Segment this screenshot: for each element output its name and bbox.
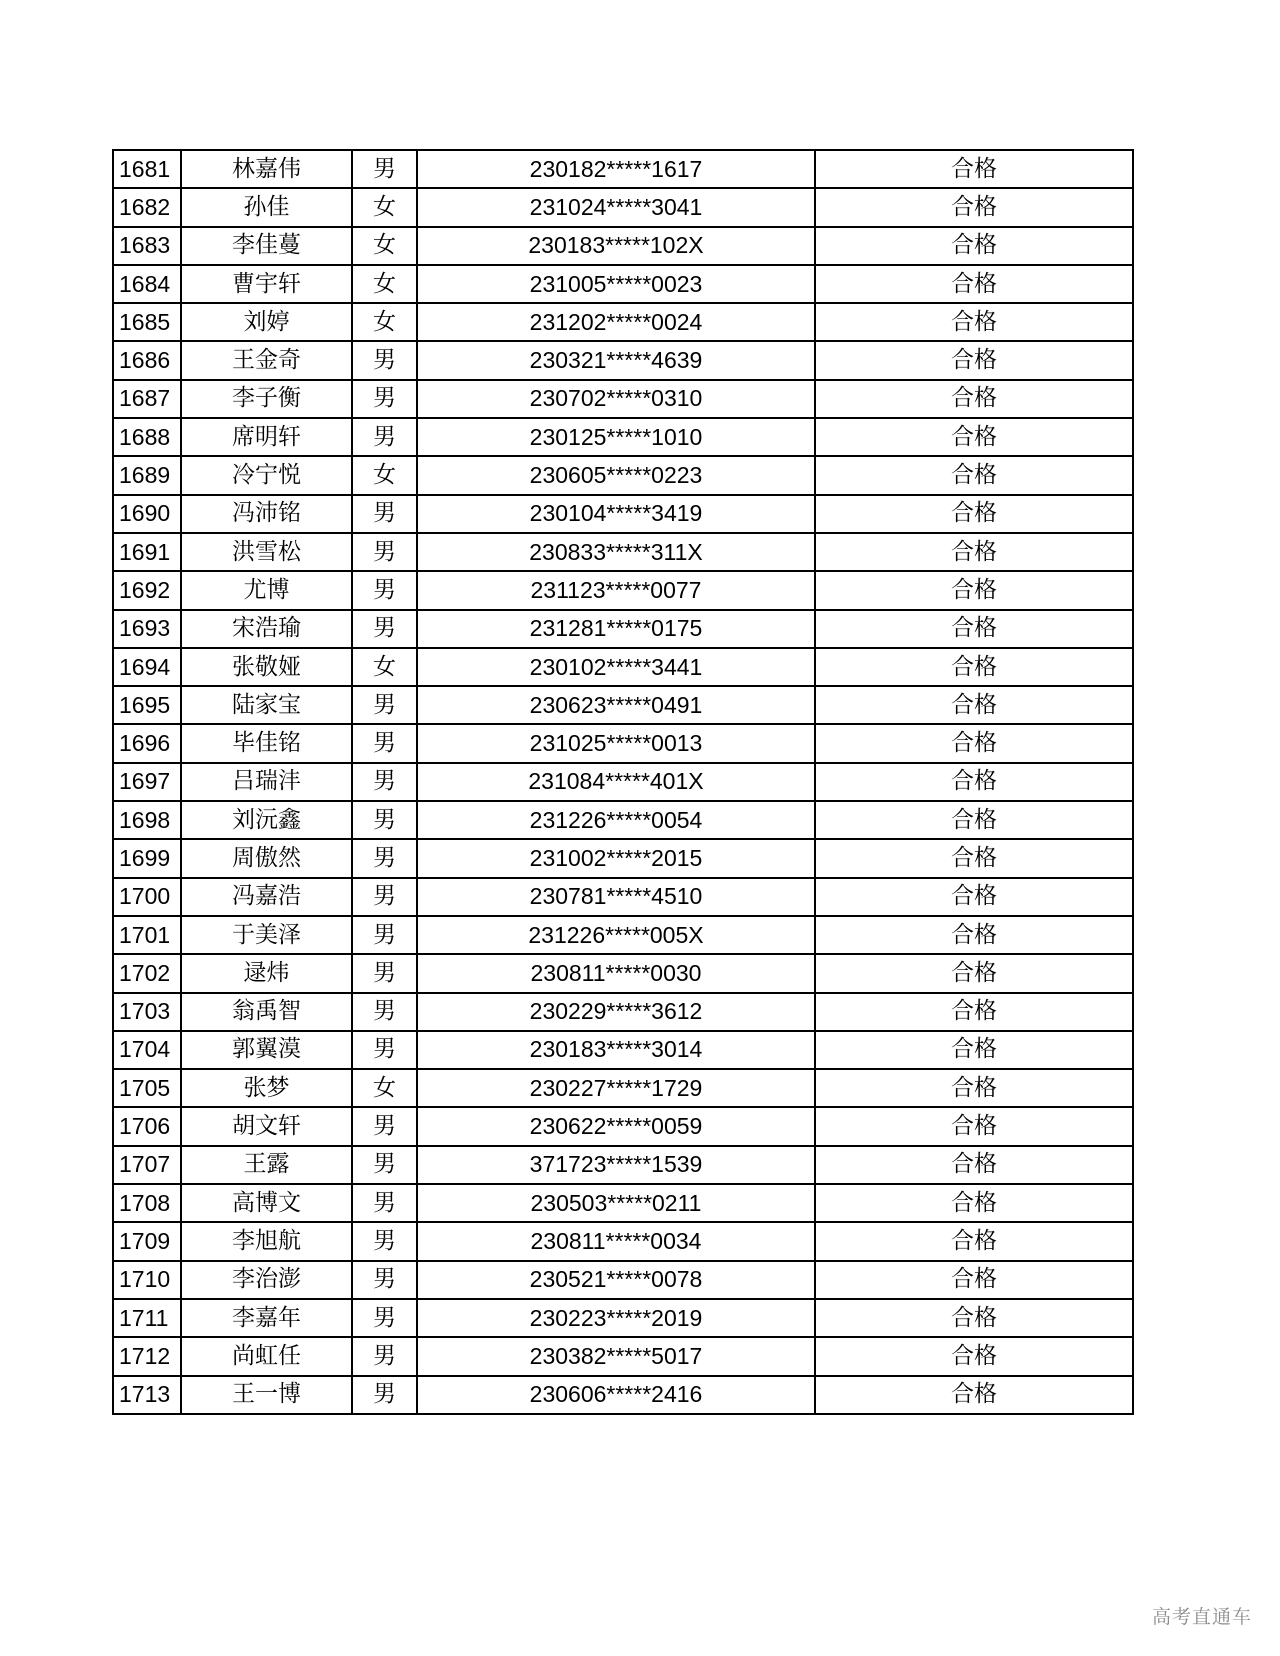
cell-result: 合格 — [815, 456, 1133, 494]
table-row — [113, 648, 1133, 686]
cell-result: 合格 — [815, 1031, 1133, 1069]
cell-gender: 男 — [352, 610, 417, 648]
cell-gender: 男 — [352, 878, 417, 916]
table-row — [113, 1107, 1133, 1145]
table-row — [113, 1261, 1133, 1299]
cell-result: 合格 — [815, 1184, 1133, 1222]
cell-sequence-number: 1703 — [113, 993, 181, 1031]
cell-id-number: 230182*****1617 — [417, 150, 815, 188]
table-row — [113, 1337, 1133, 1375]
cell-id-number: 230102*****3441 — [417, 648, 815, 686]
cell-sequence-number: 1693 — [113, 610, 181, 648]
cell-id-number: 230104*****3419 — [417, 495, 815, 533]
cell-id-number: 230223*****2019 — [417, 1299, 815, 1337]
cell-sequence-number: 1704 — [113, 1031, 181, 1069]
cell-id-number: 230125*****1010 — [417, 418, 815, 456]
cell-result: 合格 — [815, 878, 1133, 916]
cell-result: 合格 — [815, 1337, 1133, 1375]
cell-result: 合格 — [815, 341, 1133, 379]
cell-result: 合格 — [815, 533, 1133, 571]
cell-result: 合格 — [815, 1146, 1133, 1184]
cell-name: 逯炜 — [181, 954, 352, 992]
cell-gender: 男 — [352, 1031, 417, 1069]
cell-result: 合格 — [815, 495, 1133, 533]
table-row — [113, 303, 1133, 341]
table-row — [113, 341, 1133, 379]
cell-id-number: 230503*****0211 — [417, 1184, 815, 1222]
table-row — [113, 571, 1133, 609]
cell-sequence-number: 1711 — [113, 1299, 181, 1337]
cell-name: 吕瑞沣 — [181, 763, 352, 801]
cell-gender: 男 — [352, 1337, 417, 1375]
cell-result: 合格 — [815, 1299, 1133, 1337]
cell-name: 王一博 — [181, 1376, 352, 1414]
cell-sequence-number: 1696 — [113, 724, 181, 762]
cell-result: 合格 — [815, 954, 1133, 992]
table-row — [113, 456, 1133, 494]
table-body — [113, 150, 1133, 1414]
table-row — [113, 1376, 1133, 1414]
table-row — [113, 686, 1133, 724]
cell-result: 合格 — [815, 227, 1133, 265]
cell-sequence-number: 1709 — [113, 1222, 181, 1260]
cell-id-number: 230183*****102X — [417, 227, 815, 265]
cell-name: 刘沅鑫 — [181, 801, 352, 839]
table-row — [113, 150, 1133, 188]
table-row — [113, 418, 1133, 456]
cell-name: 高博文 — [181, 1184, 352, 1222]
cell-gender: 男 — [352, 763, 417, 801]
cell-name: 李旭航 — [181, 1222, 352, 1260]
cell-sequence-number: 1691 — [113, 533, 181, 571]
table-row — [113, 610, 1133, 648]
cell-name: 李嘉年 — [181, 1299, 352, 1337]
cell-id-number: 230811*****0030 — [417, 954, 815, 992]
cell-sequence-number: 1710 — [113, 1261, 181, 1299]
cell-result: 合格 — [815, 610, 1133, 648]
cell-id-number: 231024*****3041 — [417, 188, 815, 226]
table-row — [113, 839, 1133, 877]
cell-gender: 男 — [352, 1376, 417, 1414]
cell-sequence-number: 1685 — [113, 303, 181, 341]
cell-sequence-number: 1687 — [113, 380, 181, 418]
cell-gender: 女 — [352, 188, 417, 226]
table-row — [113, 1299, 1133, 1337]
cell-result: 合格 — [815, 188, 1133, 226]
cell-name: 张敬娅 — [181, 648, 352, 686]
table-row — [113, 188, 1133, 226]
cell-sequence-number: 1688 — [113, 418, 181, 456]
cell-name: 于美泽 — [181, 916, 352, 954]
cell-sequence-number: 1684 — [113, 265, 181, 303]
cell-result: 合格 — [815, 571, 1133, 609]
cell-name: 尤博 — [181, 571, 352, 609]
cell-id-number: 230622*****0059 — [417, 1107, 815, 1145]
cell-result: 合格 — [815, 1107, 1133, 1145]
cell-name: 王露 — [181, 1146, 352, 1184]
cell-name: 尚虹任 — [181, 1337, 352, 1375]
cell-id-number: 230183*****3014 — [417, 1031, 815, 1069]
cell-name: 曹宇轩 — [181, 265, 352, 303]
cell-id-number: 231002*****2015 — [417, 839, 815, 877]
table-row — [113, 265, 1133, 303]
cell-sequence-number: 1707 — [113, 1146, 181, 1184]
cell-sequence-number: 1690 — [113, 495, 181, 533]
cell-gender: 男 — [352, 533, 417, 571]
cell-result: 合格 — [815, 916, 1133, 954]
cell-name: 张梦 — [181, 1069, 352, 1107]
cell-gender: 男 — [352, 724, 417, 762]
cell-gender: 男 — [352, 1107, 417, 1145]
cell-result: 合格 — [815, 839, 1133, 877]
cell-result: 合格 — [815, 993, 1133, 1031]
cell-name: 李佳蔓 — [181, 227, 352, 265]
cell-result: 合格 — [815, 1069, 1133, 1107]
cell-name: 翁禹智 — [181, 993, 352, 1031]
cell-gender: 男 — [352, 993, 417, 1031]
cell-sequence-number: 1712 — [113, 1337, 181, 1375]
cell-id-number: 231084*****401X — [417, 763, 815, 801]
cell-gender: 女 — [352, 303, 417, 341]
table-row — [113, 878, 1133, 916]
cell-gender: 男 — [352, 150, 417, 188]
cell-name: 郭翼漠 — [181, 1031, 352, 1069]
cell-gender: 男 — [352, 571, 417, 609]
cell-sequence-number: 1689 — [113, 456, 181, 494]
cell-name: 冯嘉浩 — [181, 878, 352, 916]
cell-sequence-number: 1697 — [113, 763, 181, 801]
table-row — [113, 380, 1133, 418]
cell-gender: 男 — [352, 954, 417, 992]
cell-gender: 男 — [352, 380, 417, 418]
cell-name: 冯沛铭 — [181, 495, 352, 533]
cell-id-number: 230781*****4510 — [417, 878, 815, 916]
cell-sequence-number: 1692 — [113, 571, 181, 609]
table-row — [113, 1069, 1133, 1107]
table-row — [113, 1146, 1133, 1184]
cell-sequence-number: 1695 — [113, 686, 181, 724]
cell-gender: 男 — [352, 1222, 417, 1260]
cell-result: 合格 — [815, 418, 1133, 456]
cell-name: 林嘉伟 — [181, 150, 352, 188]
cell-sequence-number: 1705 — [113, 1069, 181, 1107]
table-row — [113, 954, 1133, 992]
cell-sequence-number: 1694 — [113, 648, 181, 686]
cell-gender: 女 — [352, 227, 417, 265]
cell-gender: 男 — [352, 1299, 417, 1337]
cell-result: 合格 — [815, 265, 1133, 303]
cell-sequence-number: 1698 — [113, 801, 181, 839]
cell-id-number: 231202*****0024 — [417, 303, 815, 341]
cell-result: 合格 — [815, 801, 1133, 839]
table-row — [113, 533, 1133, 571]
cell-id-number: 230229*****3612 — [417, 993, 815, 1031]
cell-result: 合格 — [815, 380, 1133, 418]
cell-id-number: 230382*****5017 — [417, 1337, 815, 1375]
cell-result: 合格 — [815, 648, 1133, 686]
cell-id-number: 230811*****0034 — [417, 1222, 815, 1260]
cell-gender: 男 — [352, 1184, 417, 1222]
cell-name: 刘婷 — [181, 303, 352, 341]
cell-gender: 女 — [352, 265, 417, 303]
cell-id-number: 231226*****0054 — [417, 801, 815, 839]
cell-id-number: 230833*****311X — [417, 533, 815, 571]
cell-sequence-number: 1682 — [113, 188, 181, 226]
cell-sequence-number: 1706 — [113, 1107, 181, 1145]
cell-sequence-number: 1681 — [113, 150, 181, 188]
cell-gender: 男 — [352, 1146, 417, 1184]
cell-result: 合格 — [815, 686, 1133, 724]
cell-result: 合格 — [815, 763, 1133, 801]
cell-id-number: 230702*****0310 — [417, 380, 815, 418]
cell-sequence-number: 1708 — [113, 1184, 181, 1222]
cell-result: 合格 — [815, 303, 1133, 341]
cell-gender: 男 — [352, 1261, 417, 1299]
cell-id-number: 230605*****0223 — [417, 456, 815, 494]
cell-name: 胡文轩 — [181, 1107, 352, 1145]
cell-gender: 男 — [352, 839, 417, 877]
cell-id-number: 231226*****005X — [417, 916, 815, 954]
cell-gender: 男 — [352, 418, 417, 456]
watermark-text: 高考直通车 — [1151, 1606, 1252, 1628]
table-row — [113, 801, 1133, 839]
cell-sequence-number: 1713 — [113, 1376, 181, 1414]
cell-id-number: 230623*****0491 — [417, 686, 815, 724]
table-row — [113, 1222, 1133, 1260]
results-table — [112, 149, 1134, 1415]
cell-sequence-number: 1702 — [113, 954, 181, 992]
cell-id-number: 231005*****0023 — [417, 265, 815, 303]
table-row — [113, 1031, 1133, 1069]
cell-gender: 女 — [352, 1069, 417, 1107]
cell-name: 毕佳铭 — [181, 724, 352, 762]
cell-sequence-number: 1683 — [113, 227, 181, 265]
cell-id-number: 231025*****0013 — [417, 724, 815, 762]
cell-result: 合格 — [815, 724, 1133, 762]
table-row — [113, 495, 1133, 533]
cell-result: 合格 — [815, 150, 1133, 188]
cell-gender: 男 — [352, 495, 417, 533]
cell-id-number: 231281*****0175 — [417, 610, 815, 648]
cell-id-number: 230321*****4639 — [417, 341, 815, 379]
cell-gender: 男 — [352, 916, 417, 954]
cell-gender: 女 — [352, 456, 417, 494]
cell-name: 宋浩瑜 — [181, 610, 352, 648]
cell-result: 合格 — [815, 1376, 1133, 1414]
cell-id-number: 231123*****0077 — [417, 571, 815, 609]
cell-name: 洪雪松 — [181, 533, 352, 571]
table-row — [113, 724, 1133, 762]
cell-name: 李治澎 — [181, 1261, 352, 1299]
table-row — [113, 227, 1133, 265]
cell-id-number: 230227*****1729 — [417, 1069, 815, 1107]
table-row — [113, 763, 1133, 801]
cell-name: 陆家宝 — [181, 686, 352, 724]
cell-result: 合格 — [815, 1222, 1133, 1260]
cell-name: 李子衡 — [181, 380, 352, 418]
cell-id-number: 371723*****1539 — [417, 1146, 815, 1184]
cell-sequence-number: 1701 — [113, 916, 181, 954]
cell-gender: 男 — [352, 686, 417, 724]
cell-gender: 女 — [352, 648, 417, 686]
cell-name: 王金奇 — [181, 341, 352, 379]
cell-name: 冷宁悦 — [181, 456, 352, 494]
table-row — [113, 1184, 1133, 1222]
cell-name: 孙佳 — [181, 188, 352, 226]
table-row — [113, 916, 1133, 954]
cell-gender: 男 — [352, 341, 417, 379]
cell-gender: 男 — [352, 801, 417, 839]
cell-name: 周傲然 — [181, 839, 352, 877]
cell-id-number: 230606*****2416 — [417, 1376, 815, 1414]
cell-sequence-number: 1700 — [113, 878, 181, 916]
cell-name: 席明轩 — [181, 418, 352, 456]
cell-id-number: 230521*****0078 — [417, 1261, 815, 1299]
table-row — [113, 993, 1133, 1031]
cell-sequence-number: 1686 — [113, 341, 181, 379]
cell-sequence-number: 1699 — [113, 839, 181, 877]
cell-result: 合格 — [815, 1261, 1133, 1299]
